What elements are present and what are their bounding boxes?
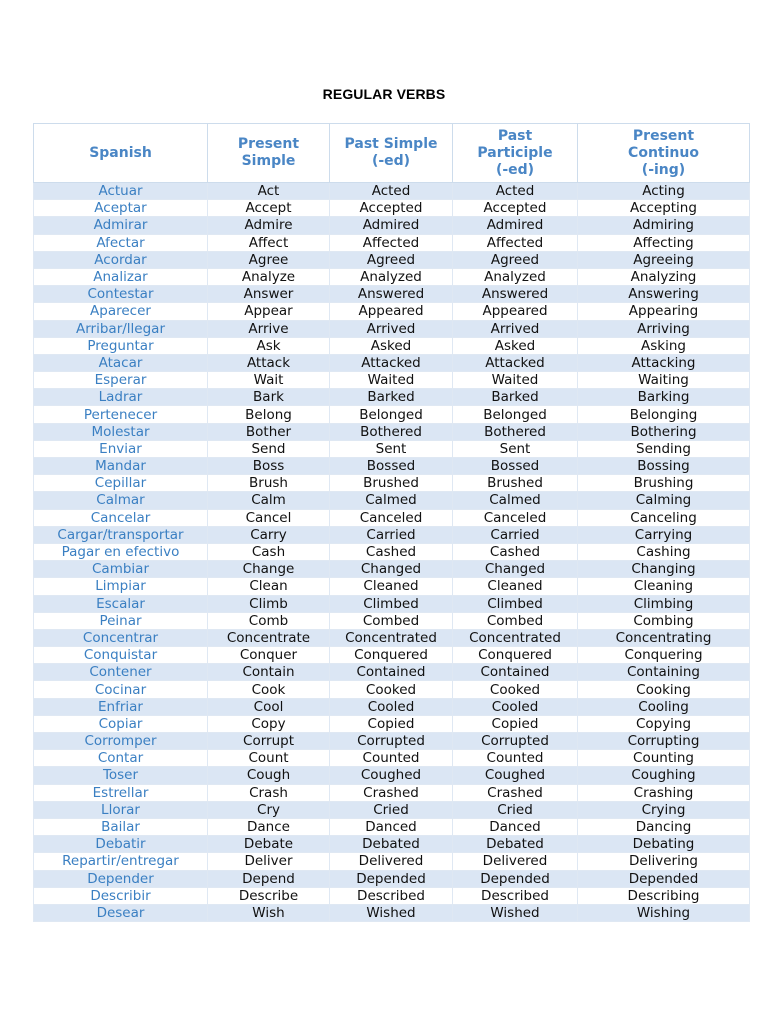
present-continuo-cell: Cooking [578, 681, 750, 698]
present-simple-cell: Answer [208, 286, 330, 303]
header-line: Past Simple [344, 136, 438, 152]
table-row [34, 870, 750, 887]
past-participle-cell: Bossed [453, 458, 578, 475]
present-simple-cell: Climb [208, 595, 330, 612]
present-simple-cell: Comb [208, 612, 330, 629]
present-simple-cell: Appear [208, 303, 330, 320]
present-simple-cell: Bother [208, 423, 330, 440]
present-simple-cell: Brush [208, 475, 330, 492]
header-line: Spanish [89, 144, 152, 161]
table-row [34, 887, 750, 904]
past-simple-cell: Barked [330, 389, 453, 406]
spanish-cell: Cambiar [34, 561, 208, 578]
present-continuo-cell: Canceling [578, 509, 750, 526]
present-continuo-cell: Answering [578, 286, 750, 303]
table-row [34, 664, 750, 681]
past-simple-cell: Changed [330, 561, 453, 578]
past-participle-cell: Admired [453, 217, 578, 234]
present-continuo-cell: Corrupting [578, 733, 750, 750]
past-simple-cell: Conquered [330, 647, 453, 664]
present-simple-cell: Copy [208, 715, 330, 732]
past-simple-cell: Cleaned [330, 578, 453, 595]
table-row [34, 440, 750, 457]
present-simple-cell: Depend [208, 870, 330, 887]
table-row [34, 406, 750, 423]
present-simple-cell: Crash [208, 784, 330, 801]
past-participle-cell: Waited [453, 372, 578, 389]
present-simple-cell: Act [208, 183, 330, 200]
spanish-cell: Acordar [34, 251, 208, 268]
spanish-cell: Cepillar [34, 475, 208, 492]
past-simple-cell: Cooked [330, 681, 453, 698]
past-simple-cell: Analyzed [330, 268, 453, 285]
past-participle-cell: Changed [453, 561, 578, 578]
past-simple-cell: Counted [330, 750, 453, 767]
spanish-cell: Estrellar [34, 784, 208, 801]
table-row [34, 733, 750, 750]
spanish-cell: Aparecer [34, 303, 208, 320]
present-continuo-cell: Copying [578, 715, 750, 732]
present-simple-cell: Agree [208, 251, 330, 268]
present-simple-cell: Affect [208, 234, 330, 251]
present-simple-cell: Cook [208, 681, 330, 698]
present-continuo-cell: Concentrating [578, 629, 750, 646]
present-continuo-cell: Affecting [578, 234, 750, 251]
table-row [34, 217, 750, 234]
past-simple-cell: Belonged [330, 406, 453, 423]
table-row [34, 492, 750, 509]
past-participle-cell: Delivered [453, 853, 578, 870]
table-row [34, 767, 750, 784]
spanish-cell: Depender [34, 870, 208, 887]
present-simple-cell: Count [208, 750, 330, 767]
past-participle-cell: Accepted [453, 200, 578, 217]
table-row [34, 509, 750, 526]
present-continuo-cell: Waiting [578, 372, 750, 389]
present-simple-cell: Concentrate [208, 629, 330, 646]
table-row [34, 681, 750, 698]
table-row [34, 303, 750, 320]
header-line: Simple [241, 153, 296, 169]
past-simple-cell: Delivered [330, 853, 453, 870]
present-simple-cell: Conquer [208, 647, 330, 664]
past-participle-cell: Described [453, 887, 578, 904]
table-row [34, 629, 750, 646]
past-simple-cell: Bossed [330, 458, 453, 475]
spanish-cell: Peinar [34, 612, 208, 629]
table-row [34, 801, 750, 818]
past-participle-cell: Cooked [453, 681, 578, 698]
present-simple-cell: Bark [208, 389, 330, 406]
present-simple-cell: Boss [208, 458, 330, 475]
present-continuo-cell: Depended [578, 870, 750, 887]
past-participle-cell: Climbed [453, 595, 578, 612]
spanish-cell: Bailar [34, 818, 208, 835]
table-row [34, 612, 750, 629]
present-simple-cell: Analyze [208, 268, 330, 285]
past-participle-cell: Attacked [453, 354, 578, 371]
spanish-cell: Toser [34, 767, 208, 784]
present-continuo-cell: Changing [578, 561, 750, 578]
present-simple-cell: Calm [208, 492, 330, 509]
header-line: (-ing) [641, 161, 686, 178]
present-simple-cell: Belong [208, 406, 330, 423]
past-participle-cell: Answered [453, 286, 578, 303]
present-simple-cell: Debate [208, 836, 330, 853]
spanish-cell: Copiar [34, 715, 208, 732]
past-participle-cell: Bothered [453, 423, 578, 440]
present-continuo-cell: Coughing [578, 767, 750, 784]
past-participle-cell: Concentrated [453, 629, 578, 646]
present-continuo-cell: Bossing [578, 458, 750, 475]
past-simple-cell: Answered [330, 286, 453, 303]
present-continuo-cell: Attacking [578, 354, 750, 371]
spanish-cell: Enviar [34, 440, 208, 457]
present-simple-cell: Wish [208, 904, 330, 921]
past-simple-cell: Climbed [330, 595, 453, 612]
past-participle-cell: Sent [453, 440, 578, 457]
present-simple-cell: Change [208, 561, 330, 578]
past-simple-cell: Bothered [330, 423, 453, 440]
spanish-cell: Preguntar [34, 337, 208, 354]
past-participle-cell: Analyzed [453, 268, 578, 285]
spanish-cell: Cargar/transportar [34, 526, 208, 543]
past-simple-cell: Cashed [330, 543, 453, 560]
table-row [34, 389, 750, 406]
past-participle-cell: Crashed [453, 784, 578, 801]
header-past-participle [453, 124, 578, 183]
table-row [34, 372, 750, 389]
table-row [34, 354, 750, 371]
table-row [34, 698, 750, 715]
header-row [34, 124, 750, 183]
present-continuo-cell: Debating [578, 836, 750, 853]
past-participle-cell: Barked [453, 389, 578, 406]
past-participle-cell: Depended [453, 870, 578, 887]
present-simple-cell: Clean [208, 578, 330, 595]
present-continuo-cell: Sending [578, 440, 750, 457]
past-simple-cell: Corrupted [330, 733, 453, 750]
present-continuo-cell: Delivering [578, 853, 750, 870]
present-simple-cell: Contain [208, 664, 330, 681]
past-participle-cell: Debated [453, 836, 578, 853]
header-line: Continuo [628, 144, 699, 161]
past-participle-cell: Cooled [453, 698, 578, 715]
past-simple-cell: Calmed [330, 492, 453, 509]
spanish-cell: Desear [34, 904, 208, 921]
present-simple-cell: Deliver [208, 853, 330, 870]
spanish-cell: Ladrar [34, 389, 208, 406]
past-simple-cell: Depended [330, 870, 453, 887]
past-participle-cell: Carried [453, 526, 578, 543]
past-participle-cell: Agreed [453, 251, 578, 268]
spanish-cell: Cancelar [34, 509, 208, 526]
spanish-cell: Conquistar [34, 647, 208, 664]
spanish-cell: Admirar [34, 217, 208, 234]
present-simple-cell: Wait [208, 372, 330, 389]
spanish-cell: Contener [34, 664, 208, 681]
spanish-cell: Escalar [34, 595, 208, 612]
table-row [34, 543, 750, 560]
spanish-cell: Actuar [34, 183, 208, 200]
spanish-cell: Esperar [34, 372, 208, 389]
present-continuo-cell: Conquering [578, 647, 750, 664]
table-row [34, 818, 750, 835]
spanish-cell: Limpiar [34, 578, 208, 595]
table-row [34, 251, 750, 268]
header-present-simple [208, 124, 330, 183]
table-row [34, 286, 750, 303]
past-simple-cell: Arrived [330, 320, 453, 337]
present-continuo-cell: Appearing [578, 303, 750, 320]
past-participle-cell: Cried [453, 801, 578, 818]
table-row [34, 337, 750, 354]
spanish-cell: Concentrar [34, 629, 208, 646]
header-present-continuo [578, 124, 750, 183]
table-row [34, 320, 750, 337]
past-simple-cell: Debated [330, 836, 453, 853]
present-continuo-cell: Belonging [578, 406, 750, 423]
past-participle-cell: Canceled [453, 509, 578, 526]
past-simple-cell: Copied [330, 715, 453, 732]
past-simple-cell: Brushed [330, 475, 453, 492]
past-participle-cell: Danced [453, 818, 578, 835]
present-continuo-cell: Cleaning [578, 578, 750, 595]
table-body [34, 183, 750, 922]
table-row [34, 234, 750, 251]
spanish-cell: Aceptar [34, 200, 208, 217]
present-simple-cell: Cough [208, 767, 330, 784]
present-continuo-cell: Dancing [578, 818, 750, 835]
past-simple-cell: Asked [330, 337, 453, 354]
header-line: (-ed) [495, 161, 535, 178]
present-continuo-cell: Bothering [578, 423, 750, 440]
present-simple-cell: Describe [208, 887, 330, 904]
past-participle-cell: Corrupted [453, 733, 578, 750]
present-continuo-cell: Admiring [578, 217, 750, 234]
spanish-cell: Pertenecer [34, 406, 208, 423]
present-continuo-cell: Cooling [578, 698, 750, 715]
present-continuo-cell: Describing [578, 887, 750, 904]
present-simple-cell: Attack [208, 354, 330, 371]
spanish-cell: Mandar [34, 458, 208, 475]
past-participle-cell: Cleaned [453, 578, 578, 595]
spanish-cell: Molestar [34, 423, 208, 440]
spanish-cell: Contar [34, 750, 208, 767]
past-simple-cell: Contained [330, 664, 453, 681]
past-simple-cell: Accepted [330, 200, 453, 217]
past-participle-cell: Conquered [453, 647, 578, 664]
present-continuo-cell: Crashing [578, 784, 750, 801]
spanish-cell: Atacar [34, 354, 208, 371]
past-simple-cell: Crashed [330, 784, 453, 801]
table-row [34, 715, 750, 732]
table-row [34, 561, 750, 578]
header-spanish [34, 124, 208, 183]
table-row [34, 475, 750, 492]
present-continuo-cell: Arriving [578, 320, 750, 337]
present-continuo-cell: Wishing [578, 904, 750, 921]
past-simple-cell: Admired [330, 217, 453, 234]
table-row [34, 784, 750, 801]
spanish-cell: Calmar [34, 492, 208, 509]
past-simple-cell: Canceled [330, 509, 453, 526]
table-row [34, 836, 750, 853]
header-line: (-ed) [371, 153, 411, 169]
spanish-cell: Repartir/entregar [34, 853, 208, 870]
past-participle-cell: Wished [453, 904, 578, 921]
past-simple-cell: Waited [330, 372, 453, 389]
spanish-cell: Pagar en efectivo [34, 543, 208, 560]
present-simple-cell: Admire [208, 217, 330, 234]
present-continuo-cell: Barking [578, 389, 750, 406]
present-simple-cell: Cry [208, 801, 330, 818]
present-continuo-cell: Containing [578, 664, 750, 681]
present-simple-cell: Cash [208, 543, 330, 560]
present-simple-cell: Ask [208, 337, 330, 354]
present-continuo-cell: Asking [578, 337, 750, 354]
past-participle-cell: Appeared [453, 303, 578, 320]
spanish-cell: Describir [34, 887, 208, 904]
past-simple-cell: Coughed [330, 767, 453, 784]
past-simple-cell: Attacked [330, 354, 453, 371]
present-continuo-cell: Agreeing [578, 251, 750, 268]
past-participle-cell: Combed [453, 612, 578, 629]
spanish-cell: Arribar/llegar [34, 320, 208, 337]
past-simple-cell: Danced [330, 818, 453, 835]
past-simple-cell: Concentrated [330, 629, 453, 646]
past-participle-cell: Acted [453, 183, 578, 200]
past-participle-cell: Calmed [453, 492, 578, 509]
header-line: Participle [477, 144, 553, 161]
table-row [34, 750, 750, 767]
table-row [34, 458, 750, 475]
table-row [34, 853, 750, 870]
present-continuo-cell: Climbing [578, 595, 750, 612]
past-simple-cell: Sent [330, 440, 453, 457]
spanish-cell: Afectar [34, 234, 208, 251]
spanish-cell: Cocinar [34, 681, 208, 698]
header-line: Present [237, 136, 300, 152]
present-simple-cell: Dance [208, 818, 330, 835]
header-line: Present [632, 127, 695, 144]
past-simple-cell: Agreed [330, 251, 453, 268]
table-row [34, 268, 750, 285]
document-title: REGULAR VERBS [322, 86, 446, 102]
table-row [34, 578, 750, 595]
past-simple-cell: Wished [330, 904, 453, 921]
spanish-cell: Llorar [34, 801, 208, 818]
past-simple-cell: Combed [330, 612, 453, 629]
present-simple-cell: Accept [208, 200, 330, 217]
header-past-simple [330, 124, 453, 183]
past-participle-cell: Belonged [453, 406, 578, 423]
present-continuo-cell: Analyzing [578, 268, 750, 285]
table-row [34, 595, 750, 612]
header-line: Past [497, 127, 533, 144]
present-continuo-cell: Acting [578, 183, 750, 200]
present-continuo-cell: Brushing [578, 475, 750, 492]
past-participle-cell: Arrived [453, 320, 578, 337]
present-simple-cell: Arrive [208, 320, 330, 337]
past-participle-cell: Affected [453, 234, 578, 251]
present-continuo-cell: Cashing [578, 543, 750, 560]
past-participle-cell: Brushed [453, 475, 578, 492]
regular-verbs-table [33, 123, 750, 922]
past-participle-cell: Copied [453, 715, 578, 732]
spanish-cell: Analizar [34, 268, 208, 285]
past-simple-cell: Affected [330, 234, 453, 251]
past-participle-cell: Asked [453, 337, 578, 354]
spanish-cell: Debatir [34, 836, 208, 853]
past-participle-cell: Coughed [453, 767, 578, 784]
past-simple-cell: Described [330, 887, 453, 904]
present-simple-cell: Cool [208, 698, 330, 715]
past-simple-cell: Cooled [330, 698, 453, 715]
past-simple-cell: Acted [330, 183, 453, 200]
present-simple-cell: Send [208, 440, 330, 457]
past-participle-cell: Contained [453, 664, 578, 681]
past-participle-cell: Cashed [453, 543, 578, 560]
present-continuo-cell: Calming [578, 492, 750, 509]
spanish-cell: Corromper [34, 733, 208, 750]
table-row [34, 904, 750, 921]
past-simple-cell: Carried [330, 526, 453, 543]
present-simple-cell: Corrupt [208, 733, 330, 750]
table-row [34, 647, 750, 664]
past-simple-cell: Cried [330, 801, 453, 818]
present-continuo-cell: Counting [578, 750, 750, 767]
past-simple-cell: Appeared [330, 303, 453, 320]
table-header [34, 124, 750, 183]
table-row [34, 200, 750, 217]
present-simple-cell: Carry [208, 526, 330, 543]
table-row [34, 423, 750, 440]
table-row [34, 183, 750, 200]
present-continuo-cell: Accepting [578, 200, 750, 217]
spanish-cell: Enfriar [34, 698, 208, 715]
present-continuo-cell: Crying [578, 801, 750, 818]
present-simple-cell: Cancel [208, 509, 330, 526]
past-participle-cell: Counted [453, 750, 578, 767]
present-continuo-cell: Combing [578, 612, 750, 629]
table-row [34, 526, 750, 543]
spanish-cell: Contestar [34, 286, 208, 303]
present-continuo-cell: Carrying [578, 526, 750, 543]
